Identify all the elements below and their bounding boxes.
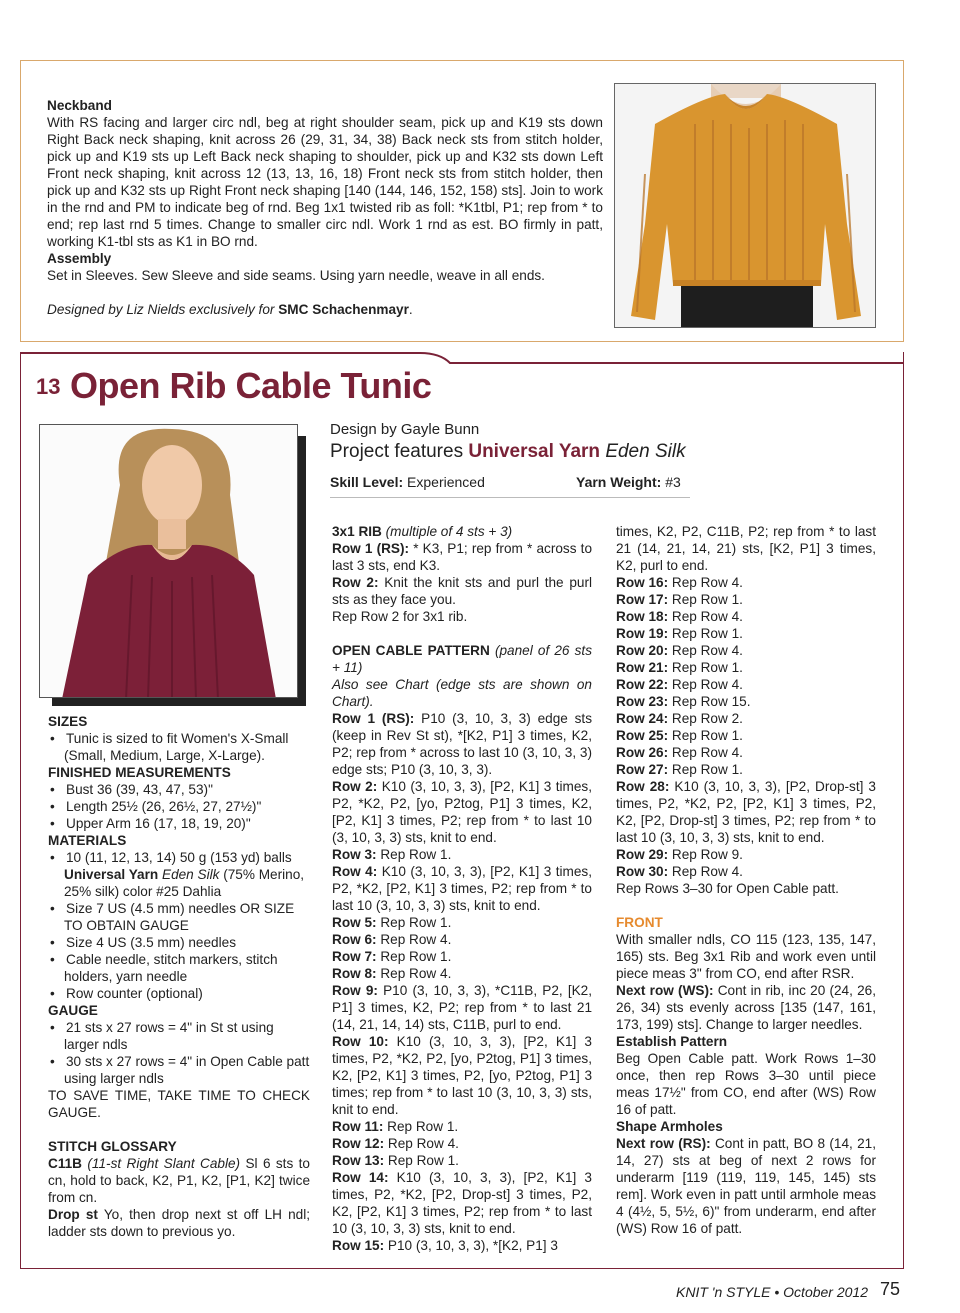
row-label: Row 7: <box>332 949 377 964</box>
row-text: K10 (3, 10, 3, 3), [P2, K1] 3 times, P2, *K2, [P2, Drop-st] 3 times, P2, K2, [P2, K1] 3 times, P2; rep from * to last 10 (3, 10, 3, 3) sts, knit to end. <box>332 1170 592 1236</box>
drop-label: Drop st <box>48 1207 98 1222</box>
finished-heading: FINISHED MEASUREMENTS <box>48 765 231 780</box>
row-text: Rep Row 15. <box>668 694 751 709</box>
row-label: Row 17: <box>616 592 669 607</box>
row-label: Row 14: <box>332 1170 389 1185</box>
next-row-rs <box>616 1135 876 1237</box>
pattern-row <box>332 982 592 1033</box>
pattern-row <box>616 778 876 846</box>
materials-heading: MATERIALS <box>48 833 127 848</box>
row-label: Row 2: <box>332 575 379 590</box>
row-label: Row 5: <box>332 915 377 930</box>
pattern-row <box>616 744 876 761</box>
row-label: Row 2: <box>332 779 378 794</box>
yarn-weight-value: #3 <box>665 474 681 490</box>
finished-list <box>48 781 310 832</box>
stitch-pattern-column <box>332 523 592 1254</box>
pattern-row <box>332 540 592 574</box>
skill-level <box>330 474 485 491</box>
materials-column <box>48 713 310 1240</box>
c11b-desc: (11-st Right Slant Cable) <box>87 1156 241 1171</box>
next-ws-text: Cont in rib, inc 20 (24, 26, 26, 34) sts evenly across [135 (147, 161, 173, 199) sts]. Change to larger needles. <box>616 983 876 1032</box>
row-label: Row 11: <box>332 1119 384 1134</box>
row-text: * K3, P1; rep from * across to last 3 sts, end K3. <box>332 541 592 573</box>
row-label: Row 1 (RS): <box>332 711 415 726</box>
pattern-row <box>332 931 592 948</box>
next-rs-label: Next row (RS): <box>616 1136 711 1151</box>
row-text: Knit the knit sts and purl the purl sts as they face you. <box>332 575 592 607</box>
row-label: Row 12: <box>332 1136 385 1151</box>
pattern-row <box>616 608 876 625</box>
row-label: Row 1 (RS): <box>332 541 410 556</box>
pattern-row <box>332 1033 592 1118</box>
credit-suffix: . <box>408 302 413 317</box>
row-label: Row 24: <box>616 711 669 726</box>
next-ws-label: Next row (WS): <box>616 983 714 998</box>
cable-rows <box>332 710 592 1254</box>
pattern-row <box>616 591 876 608</box>
row-text: K10 (3, 10, 3, 3), [P2, K1] 3 times, P2, *K2, [P2, K1] 3 times, P2; rep from * to last 10 (3, 10, 3, 3) sts, knit to end. <box>332 864 592 913</box>
magazine-footer: KNIT 'n STYLE • October 2012 <box>676 1284 868 1300</box>
neckband-heading: Neckband <box>47 98 112 113</box>
cable-repeat: Rep Rows 3–30 for Open Cable patt. <box>616 881 839 896</box>
row-text: Rep Row 4. <box>668 609 743 624</box>
list-item <box>48 849 310 900</box>
row-text: P10 (3, 10, 3, 3) edge sts (keep in Rev St st), *[K2, P1] 3 times, K2, P2; rep from * across to last 10 (3, 10, 3, 3) edge sts; P10 (3, 10, 3, 3). <box>332 711 592 777</box>
pattern-row <box>332 1169 592 1237</box>
c11b-text: Sl 6 sts to cn, hold to back, K2, P1, K2, [P1, K2] twice from cn. <box>48 1156 310 1205</box>
row-text: K10 (3, 10, 3, 3), [P2, K1] 3 times, P2, *K2, P2, [yo, P2tog, P1] 3 times, K2, [P2, K1] 3 times, P2; rep from * to last 10 (3, 10, 3, 3) sts, knit to end. <box>332 779 592 845</box>
row-label: Row 30: <box>616 864 669 879</box>
gauge-note: TO SAVE TIME, TAKE TIME TO CHECK GAUGE. <box>48 1088 310 1120</box>
pattern-row <box>616 676 876 693</box>
glossary-heading: STITCH GLOSSARY <box>48 1139 177 1154</box>
row-label: Row 16: <box>616 575 669 590</box>
row-text: Rep Row 1. <box>668 660 743 675</box>
row-label: Row 23: <box>616 694 669 709</box>
row-text: Rep Row 4. <box>668 575 743 590</box>
orange-sweater-photo <box>614 83 876 328</box>
establish-heading: Establish Pattern <box>616 1034 728 1049</box>
row-text: Rep Row 4. <box>668 677 743 692</box>
page-number: 75 <box>880 1279 901 1299</box>
list-item: • 21 sts x 27 rows = 4" in St st using larger ndls <box>48 1019 310 1053</box>
mat1-post: (75% Merino, 25% silk) color #25 Dahlia <box>64 867 305 899</box>
pattern-row <box>332 574 592 608</box>
row-text: Rep Row 4. <box>668 864 743 879</box>
row-text: Rep Row 1. <box>376 915 452 930</box>
row15-continued: times, K2, P2, C11B, P2; rep from * to last 21 (14, 21, 14, 21) sts, [K2, P1] 3 times, K2, purl to end. <box>616 524 876 573</box>
pattern-row <box>332 1237 592 1254</box>
rib-note: (multiple of 4 sts + 3) <box>385 524 513 539</box>
list-item: • 30 sts x 27 rows = 4" in Open Cable patt using larger ndls <box>48 1053 310 1087</box>
row-text: P10 (3, 10, 3, 3), *C11B, P2, [K2, P1] 3 times, K2, P2; rep from * to last 21 (14, 21, 14, 14) sts, C11B, purl to end. <box>332 983 593 1032</box>
row-label: Row 21: <box>616 660 669 675</box>
row-text: Rep Row 1. <box>668 592 743 607</box>
pattern-row <box>616 693 876 710</box>
pattern-row <box>616 727 876 744</box>
rib-repeat: Rep Row 2 for 3x1 rib. <box>332 609 468 624</box>
row-label: Row 25: <box>616 728 669 743</box>
credit-brand: SMC Schachenmayr <box>278 302 409 317</box>
assembly-text: Set in Sleeves. Sew Sleeve and side seams. Using yarn needle, weave in all ends. <box>47 268 545 283</box>
front-heading: FRONT <box>616 915 663 930</box>
row-text: Rep Row 2. <box>668 711 743 726</box>
pattern-row <box>332 1118 592 1135</box>
row-text: Rep Row 1. <box>376 949 452 964</box>
drop-text: Yo, then drop next st off LH ndl; ladder sts down to previous yo. <box>48 1207 310 1239</box>
row-text: Rep Row 4. <box>376 966 452 981</box>
pattern-row <box>332 863 592 914</box>
row-text: Rep Row 1. <box>383 1119 459 1134</box>
row-text: Rep Row 1. <box>384 1153 459 1168</box>
row-label: Row 15: <box>332 1238 385 1253</box>
pattern-row <box>616 846 876 863</box>
next-row-ws <box>616 982 876 1033</box>
gauge-heading: GAUGE <box>48 1003 98 1018</box>
row-label: Row 29: <box>616 847 669 862</box>
row-text: Rep Row 4. <box>384 1136 459 1151</box>
design-by: Design by Gayle Bunn <box>330 421 480 438</box>
yarn-weight <box>576 474 681 491</box>
list-item: • Row counter (optional) <box>48 985 310 1002</box>
list-item: • Length 25½ (26, 26½, 27, 27½)" <box>48 798 310 815</box>
armholes-heading: Shape Armholes <box>616 1119 723 1134</box>
skill-value: Experienced <box>407 474 485 490</box>
pattern-row <box>616 625 876 642</box>
neckband-text: With RS facing and larger circ ndl, beg at right shoulder seam, pick up and K19 sts down Right Back neck shaping, knit across 26 (29, 31, 34, 38) Back neck sts from stitch holder, pick up and K19 sts up Left Back neck shaping to shoulder, pick up and K32 sts down Left Front neck shaping, knit across 12 (13, 13, 16, 18) Front neck sts from stitch holder, then pick up and K32 sts up Right Front neck shaping [140 (144, 146, 152, 158) sts]. Join to work in the rnd and PM to indicate beg of rnd. Beg 1x1 twisted rib as foll: *K1tbl, P1; rep from * to end; rep last rnd 5 times. Change to smaller circ ndl. Work 1 rnd as est. BO firmly in patt, working K1-tbl sts as K1 in BO rnd. <box>47 115 603 249</box>
row-text: P10 (3, 10, 3, 3), *[K2, P1] 3 <box>384 1238 558 1253</box>
row-text: K10 (3, 10, 3, 3), [P2, Drop-st] 3 times, P2, *K2, P2, [P2, K1] 3 times, P2, K2, [P2, Drop-st] 3 times, P2; rep from * to last 10 (3, 10, 3, 3) sts, knit to end. <box>616 779 876 845</box>
row-label: Row 18: <box>616 609 669 624</box>
rib-rows <box>332 540 592 608</box>
pattern-row <box>332 1152 592 1169</box>
row-text: Rep Row 1. <box>668 626 743 641</box>
pattern-row <box>332 948 592 965</box>
row-text: Rep Row 4. <box>376 932 452 947</box>
row-text: Rep Row 1. <box>668 762 743 777</box>
pattern-row <box>616 574 876 591</box>
row-label: Row 20: <box>616 643 669 658</box>
photo-shadow-bottom <box>52 698 306 706</box>
row-label: Row 8: <box>332 966 377 981</box>
row-label: Row 10: <box>332 1034 389 1049</box>
pattern-row <box>616 710 876 727</box>
list-item: • Upper Arm 16 (17, 18, 19, 20)" <box>48 815 310 832</box>
row-label: Row 3: <box>332 847 377 862</box>
gauge-list <box>48 1019 310 1087</box>
row-text: Rep Row 1. <box>668 728 743 743</box>
sizes-heading: SIZES <box>48 714 88 729</box>
skill-label: Skill Level: <box>330 474 404 490</box>
front-text: With smaller ndls, CO 115 (123, 135, 147, 165) sts. Beg 3x1 Rib and work even until piece meas 3" from CO, end after RSR. <box>616 932 876 981</box>
pattern-row <box>332 778 592 846</box>
features-prefix: Project features <box>330 441 469 462</box>
row-text: Rep Row 9. <box>668 847 743 862</box>
photo-shadow-right <box>298 436 306 706</box>
list-item: • Bust 36 (39, 43, 47, 53)" <box>48 781 310 798</box>
mat1-pre: 10 (11, 12, 13, 14) 50 g (153 yd) balls <box>66 850 292 865</box>
features-brand: Universal Yarn <box>468 441 601 462</box>
establish-text: Beg Open Cable patt. Work Rows 1–30 once, then rep Rows 3–30 until piece meas 17½" from CO, end after (WS) Row 16 of patt. <box>616 1051 876 1117</box>
row-label: Row 26: <box>616 745 669 760</box>
tunic-model-photo <box>39 424 298 698</box>
pattern-row <box>616 659 876 676</box>
assembly-heading: Assembly <box>47 251 112 266</box>
row-label: Row 13: <box>332 1153 385 1168</box>
row-label: Row 4: <box>332 864 378 879</box>
row-label: Row 27: <box>616 762 669 777</box>
row-label: Row 28: <box>616 779 670 794</box>
designer-credit <box>47 301 603 318</box>
pattern-title: Open Rib Cable Tunic <box>70 365 432 406</box>
glossary-drop-st <box>48 1206 310 1240</box>
c11b-label: C11B <box>48 1156 83 1171</box>
pattern-row <box>332 710 592 778</box>
pattern-row <box>332 965 592 982</box>
cable-chart-note: Also see Chart (edge sts are shown on Chart). <box>332 677 592 709</box>
materials-list <box>48 849 310 1002</box>
front-column <box>616 523 876 1237</box>
list-item: • Size 7 US (4.5 mm) needles OR SIZE TO OBTAIN GAUGE <box>48 900 310 934</box>
row-label: Row 19: <box>616 626 669 641</box>
list-item: • Cable needle, stitch markers, stitch holders, yarn needle <box>48 951 310 985</box>
cable-note: (panel of 26 sts + 11) <box>332 643 593 675</box>
row-text: K10 (3, 10, 3, 3), [P2, K1] 3 times, P2, *K2, P2, [yo, P2tog, P1] 3 times, K2, [P2, K1] 3 times, P2, [yo, P2tog, P1] 3 times; rep from * to last 10 (3, 10, 3, 3) sts, knit to end. <box>332 1034 592 1117</box>
pattern-row <box>332 846 592 863</box>
rib-heading-line <box>332 523 592 540</box>
credit-prefix: Designed by Liz Nields exclusively for <box>47 302 279 317</box>
glossary-c11b <box>48 1155 310 1206</box>
row-text: Rep Row 4. <box>668 643 743 658</box>
row-label: Row 22: <box>616 677 669 692</box>
pattern-row <box>616 642 876 659</box>
row-text: Rep Row 4. <box>668 745 743 760</box>
cable-rows-continued <box>616 574 876 880</box>
pattern-row <box>332 1135 592 1152</box>
next-rs-text: Cont in patt, BO 8 (14, 21, 14, 27) sts at beg of next 2 rows for underarm [119 (119, 119, 145, 145) sts rem]. Work even in patt until armhole meas 4 (4½, 5, 5½, 6)" from underarm, end after (WS) Row 16 of patt. <box>616 1136 876 1236</box>
mat1-yarn: Eden Silk <box>162 867 220 882</box>
list-item: • Size 4 US (3.5 mm) needles <box>48 934 310 951</box>
list-item: • Tunic is sized to fit Women's X-Small (Small, Medium, Large, X-Large). <box>48 730 310 764</box>
mat1-brand: Universal Yarn <box>64 867 159 882</box>
pattern-row <box>332 914 592 931</box>
project-features <box>330 440 686 464</box>
row-label: Row 6: <box>332 932 377 947</box>
top-instructions <box>47 97 603 318</box>
row-label: Row 9: <box>332 983 378 998</box>
rib-heading: 3x1 RIB <box>332 524 382 539</box>
pattern-row <box>616 863 876 880</box>
pattern-number: 13 <box>36 374 61 399</box>
cable-heading: OPEN CABLE PATTERN <box>332 643 490 658</box>
cable-heading-line <box>332 642 592 676</box>
skill-divider <box>330 497 690 498</box>
yarn-weight-label: Yarn Weight: <box>576 474 662 490</box>
sizes-list <box>48 730 310 764</box>
pattern-row <box>616 761 876 778</box>
row-text: Rep Row 1. <box>376 847 452 862</box>
features-yarn: Eden Silk <box>605 441 686 462</box>
